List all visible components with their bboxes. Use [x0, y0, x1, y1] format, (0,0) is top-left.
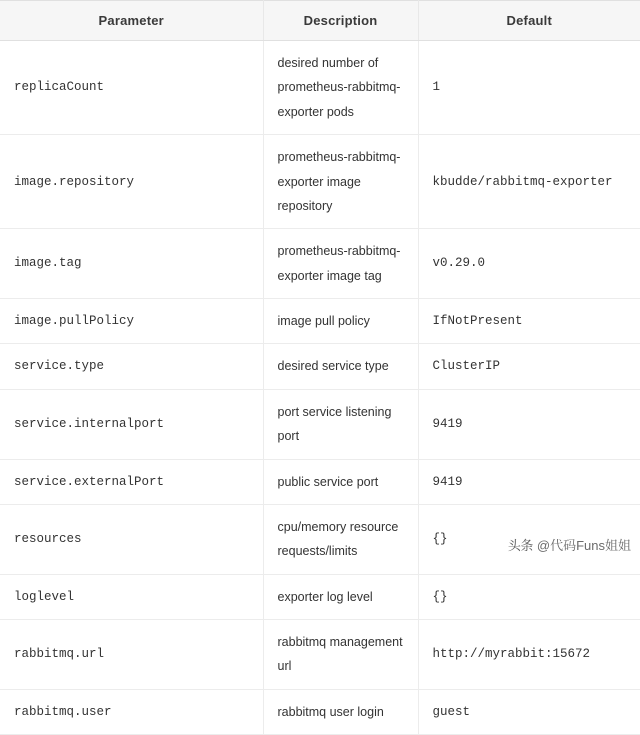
table-row: [0, 574, 640, 619]
table-row: [0, 135, 640, 229]
cell-parameter: replicaCount: [0, 41, 263, 135]
cell-parameter: image.pullPolicy: [0, 299, 263, 344]
cell-parameter: rabbitmq.user: [0, 689, 263, 734]
column-header-default: Default: [418, 1, 640, 41]
table-row: [0, 389, 640, 459]
cell-description: prometheus-rabbitmq-exporter image repository: [263, 135, 418, 229]
cell-default: ClusterIP: [418, 344, 640, 389]
cell-default: v0.29.0: [418, 229, 640, 299]
table-row: [0, 229, 640, 299]
table-body: [0, 41, 640, 735]
cell-description: desired service type: [263, 344, 418, 389]
table-row: [0, 299, 640, 344]
cell-description: exporter log level: [263, 574, 418, 619]
table-header-row: [0, 1, 640, 41]
cell-description: prometheus-rabbitmq-exporter image tag: [263, 229, 418, 299]
cell-default: guest: [418, 689, 640, 734]
cell-parameter: image.repository: [0, 135, 263, 229]
column-header-parameter: Parameter: [0, 1, 263, 41]
watermark-text: @代码Funs姐姐: [536, 538, 631, 553]
cell-default: {}: [418, 574, 640, 619]
cell-description: cpu/memory resource requests/limits: [263, 504, 418, 574]
cell-parameter: image.tag: [0, 229, 263, 299]
table-header: [0, 1, 640, 41]
cell-description: port service listening port: [263, 389, 418, 459]
cell-description: public service port: [263, 459, 418, 504]
table-row: [0, 620, 640, 690]
cell-default: 9419: [418, 459, 640, 504]
table-row: [0, 344, 640, 389]
cell-default: 1: [418, 41, 640, 135]
cell-description: rabbitmq user login: [263, 689, 418, 734]
table-row: [0, 689, 640, 734]
column-header-description: Description: [263, 1, 418, 41]
cell-parameter: service.internalport: [0, 389, 263, 459]
cell-description: rabbitmq management url: [263, 620, 418, 690]
cell-default: http://myrabbit:15672: [418, 620, 640, 690]
toutiao-logo-icon: 头条: [507, 538, 533, 553]
cell-default: 9419: [418, 389, 640, 459]
cell-parameter: resources: [0, 504, 263, 574]
cell-default: {}: [418, 504, 640, 574]
table-row: [0, 41, 640, 135]
watermark: [505, 534, 634, 555]
cell-parameter: service.type: [0, 344, 263, 389]
table-row: [0, 459, 640, 504]
cell-parameter: loglevel: [0, 574, 263, 619]
cell-description: image pull policy: [263, 299, 418, 344]
cell-description: desired number of prometheus-rabbitmq-exporter pods: [263, 41, 418, 135]
cell-parameter: service.externalPort: [0, 459, 263, 504]
cell-default: IfNotPresent: [418, 299, 640, 344]
cell-default: kbudde/rabbitmq-exporter: [418, 135, 640, 229]
cell-parameter: rabbitmq.url: [0, 620, 263, 690]
